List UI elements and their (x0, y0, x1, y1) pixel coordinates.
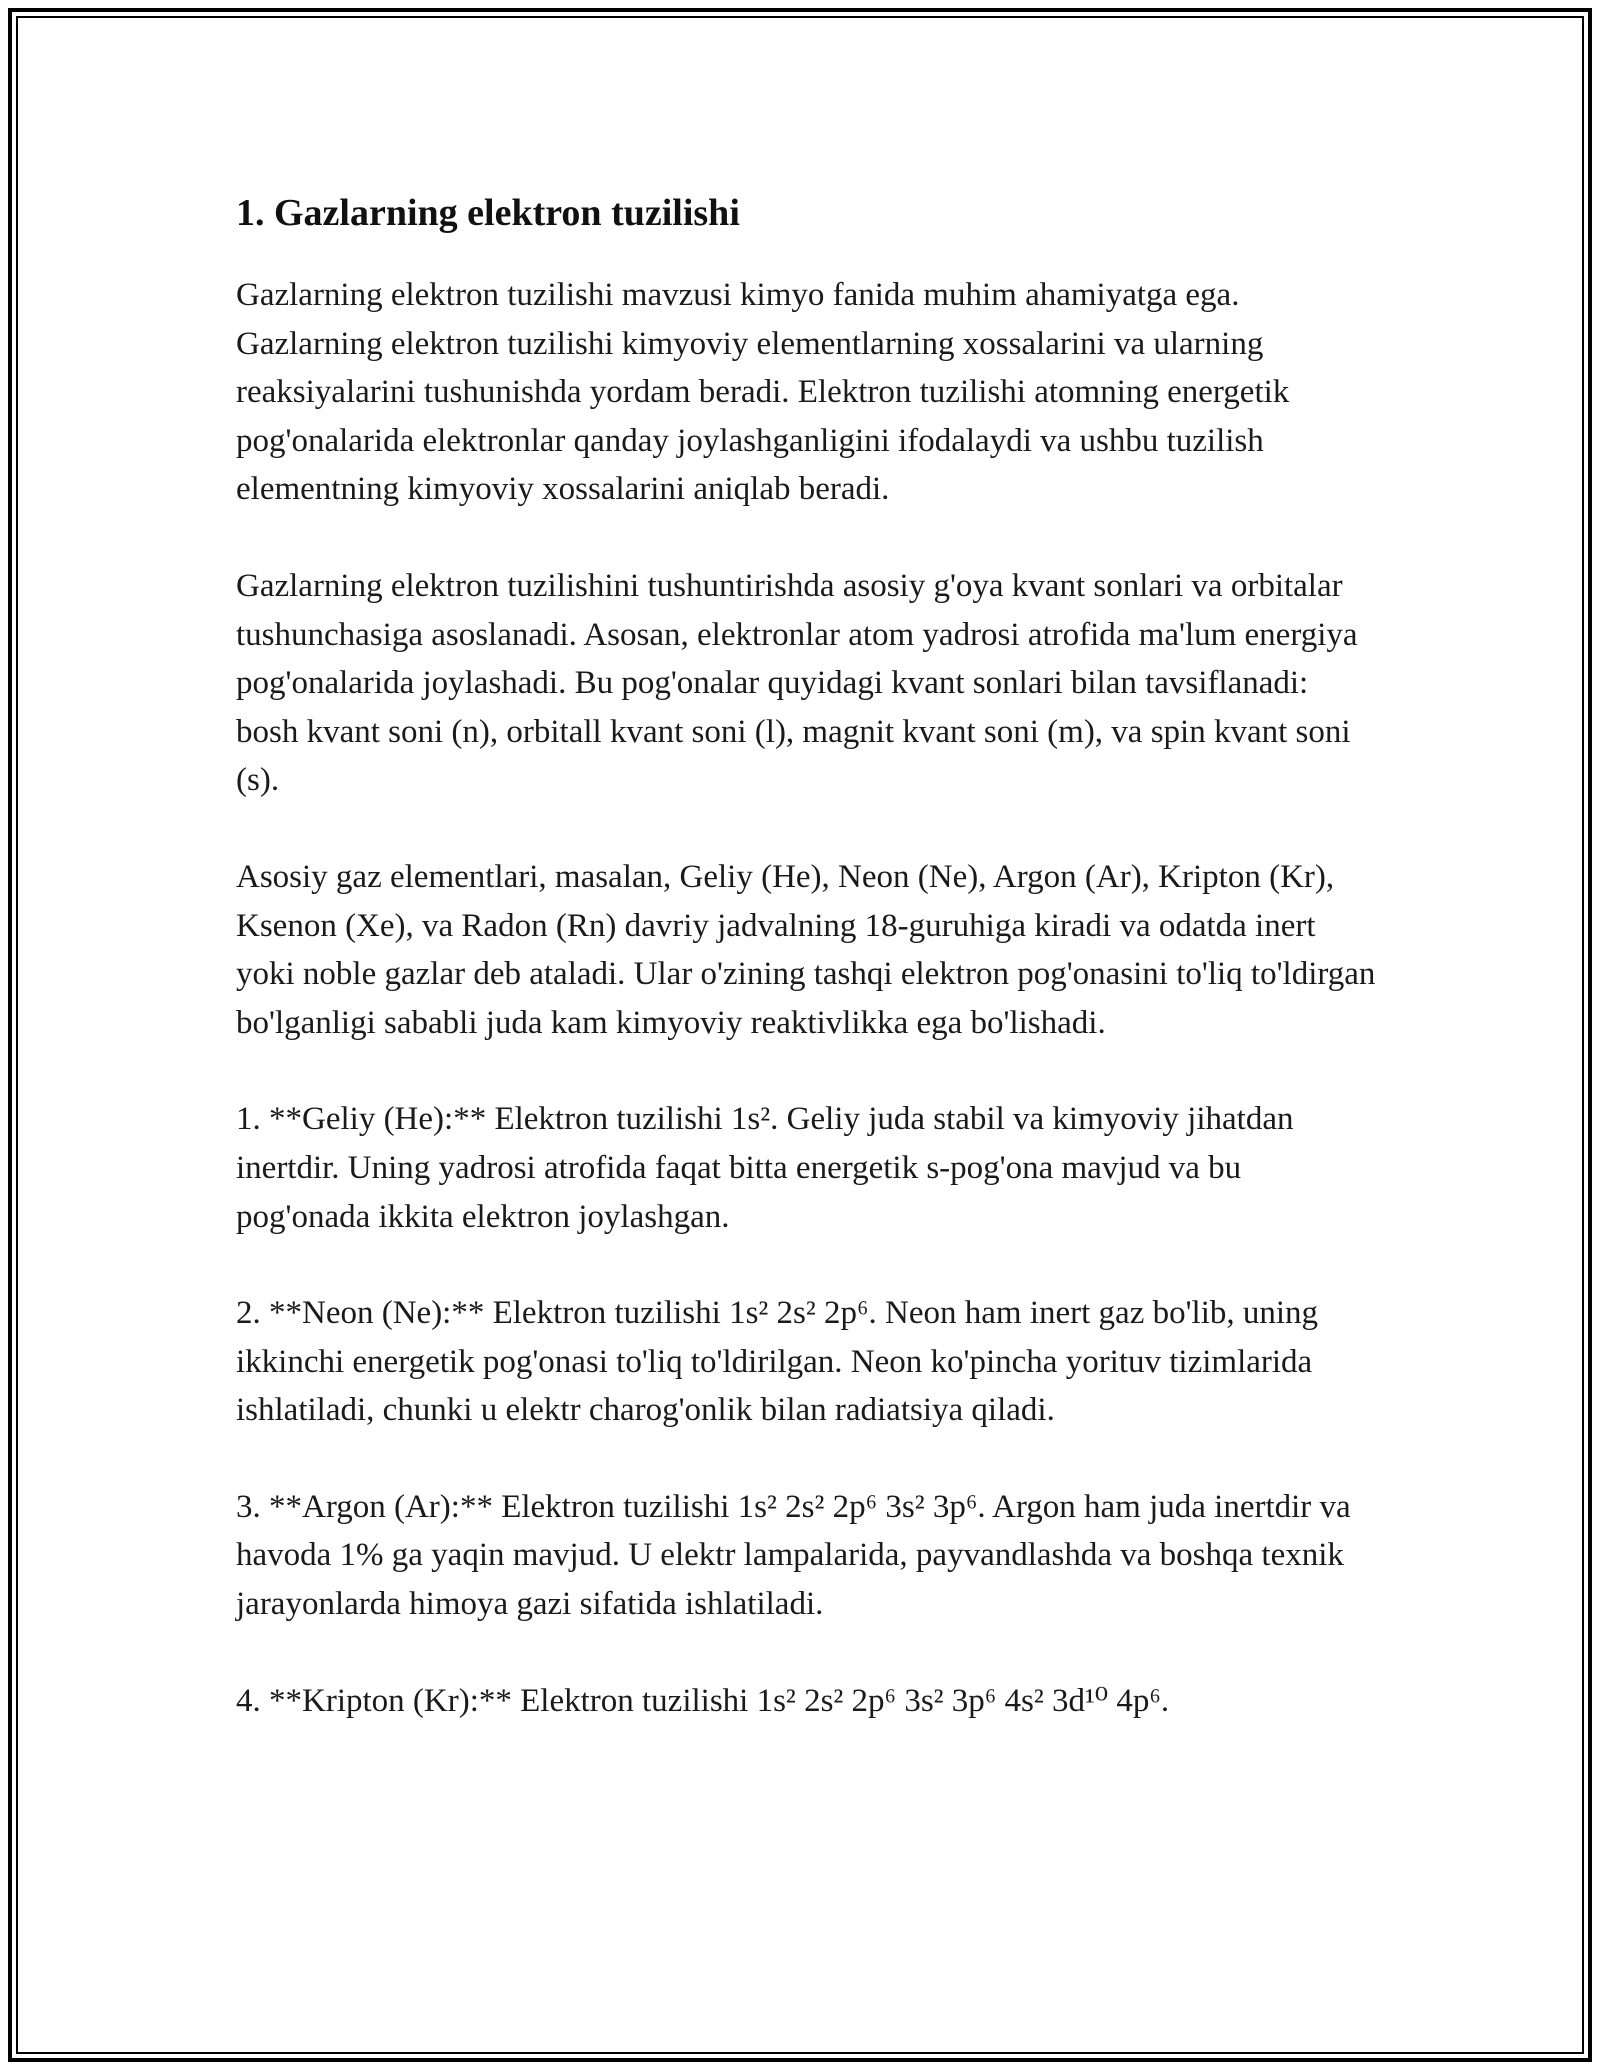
paragraph-noble-gases: Asosiy gaz elementlari, masalan, Geliy (He), Neon (Ne), Argon (Ar), Kripton (Kr), Ksenon (Xe), va Radon (Rn) davriy jadvalning 18-guruhiga kiradi va odatda inert yoki noble gazlar deb ataladi. Ular o'zining tashqi elektron pog'onasini to'liq to'ldirgan bo'lganligi sababli juda kam kimyoviy reaktivlikka ega bo'lishadi. (236, 858, 1376, 1041)
list-item-neon: 2. **Neon (Ne):** Elektron tuzilishi 1s² 2s² 2p⁶. Neon ham inert gaz bo'lib, uning ikkinchi energetik pog'onasi to'liq to'ldirilgan. Neon ko'pincha yorituv tizimlarida ishlatiladi, chunki u elektr charog'onlik bilan radiatsiya qiladi. (236, 1295, 1319, 1429)
list-item-helium: 1. **Geliy (He):** Elektron tuzilishi 1s². Geliy juda stabil va kimyoviy jihatdan inertdir. Uning yadrosi atrofida faqat bitta energetik s-pog'ona mavjud va bu pog'onada ikkita elektron joylashgan. (236, 1101, 1294, 1235)
list-item-krypton: 4. **Kripton (Kr):** Elektron tuzilishi 1s² 2s² 2p⁶ 3s² 3p⁶ 4s² 3d¹⁰ 4p⁶. (236, 1682, 1170, 1719)
paragraph-intro: Gazlarning elektron tuzilishi mavzusi kimyo fanida muhim ahamiyatga ega. Gazlarning elektron tuzilishi kimyoviy elementlarning xossalarini va ularning reaksiyalarini tushunishda yordam beradi. Elektron tuzilishi atomning energetik pog'onalarida elektronlar qanday joylashganligini ifodalaydi va ushbu tuzilish elementning kimyoviy xossalarini aniqlab beradi. (236, 277, 1290, 508)
list-item-argon: 3. **Argon (Ar):** Elektron tuzilishi 1s² 2s² 2p⁶ 3s² 3p⁶. Argon ham juda inertdir va havoda 1% ga yaqin mavjud. U elektr lampalarida, payvandlashda va boshqa texnik jarayonlarda himoya gazi sifatida ishlatiladi. (236, 1488, 1351, 1623)
document-body (236, 185, 1376, 1773)
section-heading: 1. Gazlarning elektron tuzilishi (236, 192, 740, 234)
paragraph-quantum-numbers: Gazlarning elektron tuzilishini tushuntirishda asosiy g'oya kvant sonlari va orbitalar tushunchasiga asoslanadi. Asosan, elektronlar atom yadrosi atrofida ma'lum energiya pog'onalarida joylashadi. Bu pog'onalar quyidagi kvant sonlari bilan tavsiflanadi: bosh kvant soni (n), orbitall kvant soni (l), magnit kvant soni (m), va spin kvant soni (s). (236, 567, 1358, 799)
